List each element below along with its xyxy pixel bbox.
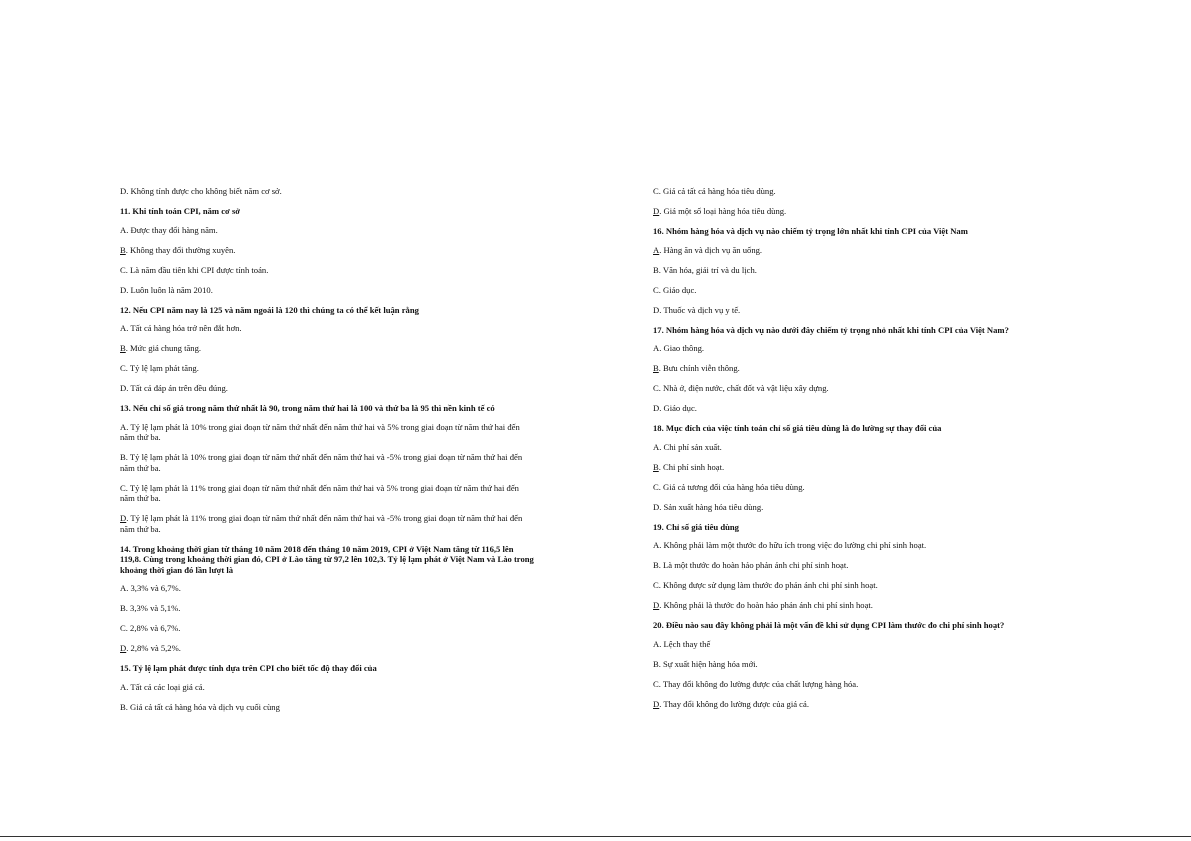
page-bottom-rule — [0, 836, 1191, 837]
answer-option: A. Tỷ lệ lạm phát là 10% trong giai đoạn từ năm thứ nhất đến năm thứ hai và 5% trong giai đoạn từ năm thứ hai đến năm thứ ba. — [120, 421, 520, 442]
answer-letter: D — [120, 643, 127, 653]
answer-text: . Giá một số loại hàng hóa tiêu dùng. — [659, 206, 787, 216]
answer-option: C. Giá cả tương đối của hàng hóa tiêu dùng. — [653, 481, 805, 492]
answer-option: D. Sản xuất hàng hóa tiêu dùng. — [653, 501, 764, 512]
answer-letter: A — [653, 244, 660, 255]
answer-text: . Không phải là thước đo hoàn hảo phản ánh chi phí sinh hoạt. — [659, 600, 873, 610]
question-text: 18. Mục đích của việc tính toán chỉ số giá tiêu dùng là đo lường sự thay đổi của — [653, 423, 942, 433]
question-text: 11. Khi tính toán CPI, năm cơ sở — [120, 206, 241, 216]
correct-answer-option — [653, 363, 1068, 374]
answer-option: C. 2,8% và 6,7%. — [120, 623, 181, 633]
answer-letter: D — [653, 206, 660, 216]
answer-option: B. Tỷ lệ lạm phát là 10% trong giai đoạn từ năm thứ nhất đến năm thứ hai và -5% trong giai đoạn từ năm thứ hai đến năm thứ ba. — [120, 452, 523, 473]
correct-answer-option — [120, 513, 535, 534]
answer-option: B. Sự xuất hiện hàng hóa mới. — [653, 658, 758, 669]
answer-option: D. Giáo dục. — [653, 403, 697, 413]
answer-option: A. Chi phí sản xuất. — [653, 441, 722, 452]
answer-text: . Hàng ăn và dịch vụ ăn uống. — [659, 244, 763, 255]
answer-option: A. Giao thông. — [653, 343, 705, 353]
answer-option: D. Tất cả đáp án trên đều đúng. — [120, 383, 228, 393]
correct-answer-option — [653, 600, 1068, 611]
answer-letter: B — [653, 363, 659, 373]
answer-option: A. Tất cả hàng hóa trở nên đắt hơn. — [120, 323, 242, 333]
correct-answer-option — [120, 343, 535, 354]
answer-option: D. Luôn luôn là năm 2010. — [120, 284, 213, 295]
answer-option: A. Được thay đổi hàng năm. — [120, 224, 218, 235]
answer-option: A. Không phải làm một thước đo hữu ích trong việc đo lường chi phí sinh hoạt. — [653, 540, 927, 550]
answer-option: C. Tỷ lệ lạm phát là 11% trong giai đoạn từ năm thứ nhất đến năm thứ hai và 5% trong giai đoạn từ năm thứ hai đến năm thứ ba. — [120, 482, 519, 503]
answer-letter: D — [653, 698, 660, 709]
answer-letter: B — [120, 343, 126, 353]
answer-option: C. Không được sử dụng làm thước đo phản ánh chi phí sinh hoạt. — [653, 580, 878, 590]
answer-option: C. Là năm đầu tiên khi CPI được tính toán. — [120, 264, 269, 275]
answer-option: B. Là một thước đo hoàn hảo phản ánh chi phí sinh hoạt. — [653, 560, 849, 570]
answer-option: A. Tất cả các loại giá cả. — [120, 681, 205, 692]
question-text: 17. Nhóm hàng hóa và dịch vụ nào dưới đây chiếm tỷ trọng nhỏ nhất khi tính CPI của Việt Nam? — [653, 324, 1009, 335]
answer-letter: B — [653, 461, 659, 472]
answer-option: A. Lệch thay thế — [653, 638, 711, 649]
answer-option: B. 3,3% và 5,1%. — [120, 603, 181, 613]
question-text: 12. Nếu CPI năm nay là 125 và năm ngoái là 120 thì chúng ta có thể kết luận rằng — [120, 304, 419, 315]
question-text: 13. Nếu chỉ số giá trong năm thứ nhất là 90, trong năm thứ hai là 100 và thứ ba là 95 thì nền kinh tế có — [120, 403, 495, 413]
answer-text: . Tỷ lệ lạm phát là 11% trong giai đoạn từ năm thứ nhất đến năm thứ hai và -5% trong giai đoạn từ năm thứ hai đến năm thứ ba. — [120, 513, 523, 534]
answer-option: C. Tỷ lệ lạm phát tăng. — [120, 363, 199, 373]
answer-option: C. Giáo dục. — [653, 284, 697, 295]
correct-answer-option — [653, 462, 1068, 473]
question-text: 15. Tỷ lệ lạm phát được tính dựa trên CPI cho biết tốc độ thay đổi của — [120, 663, 377, 673]
question-text: 19. Chỉ số giá tiêu dùng — [653, 521, 739, 532]
answer-text: . Mức giá chung tăng. — [125, 343, 202, 353]
answer-text: . Bưu chính viễn thông. — [658, 363, 740, 373]
question-text: 16. Nhóm hàng hóa và dịch vụ nào chiếm tỷ trọng lớn nhất khi tính CPI của Việt Nam — [653, 226, 968, 236]
answer-option: B. Văn hóa, giải trí và du lịch. — [653, 264, 757, 275]
left-column — [120, 186, 535, 722]
answer-text: . Không thay đổi thường xuyên. — [125, 244, 236, 255]
answer-option: C. Nhà ở, điện nước, chất đốt và vật liệu xây dựng. — [653, 383, 829, 393]
answer-letter: B — [120, 244, 126, 255]
correct-answer-option — [120, 245, 535, 256]
answer-text: . 2,8% và 5,2%. — [126, 643, 181, 653]
answer-option: B. Giá cả tất cả hàng hóa và dịch vụ cuối cùng — [120, 701, 280, 712]
answer-option: C. Thay đổi không đo lường được của chất lượng hàng hóa. — [653, 678, 859, 689]
answer-option: D. Thuốc và dịch vụ y tế. — [653, 304, 741, 315]
correct-answer-option — [653, 245, 1068, 256]
answer-letter: D — [653, 600, 660, 610]
question-text: 14. Trong khoảng thời gian từ tháng 10 năm 2018 đến tháng 10 năm 2019, CPI ở Việt Nam tăng từ 116,5 lên 119,8. Cùng trong khoảng thời gian đó, CPI ở Lào tăng từ 97,2 lên 102,3. Tỷ lệ lạm phát ở Việt Nam và Lào trong khoảng thời gian đó lần lượt là — [120, 543, 534, 575]
answer-option: D. Không tính được cho không biết năm cơ sở. — [120, 186, 282, 196]
answer-text: . Thay đổi không đo lường được của giá cả. — [659, 698, 809, 709]
answer-option: C. Giá cả tất cả hàng hóa tiêu dùng. — [653, 186, 776, 196]
right-column — [653, 186, 1068, 719]
correct-answer-option — [120, 643, 535, 654]
answer-text: . Chi phí sinh hoạt. — [658, 461, 725, 472]
correct-answer-option — [653, 699, 1068, 710]
answer-option: A. 3,3% và 6,7%. — [120, 583, 181, 593]
question-text: 20. Điều nào sau đây không phải là một vấn đề khi sử dụng CPI làm thước đo chi phí sinh hoạt? — [653, 620, 1005, 630]
correct-answer-option — [653, 206, 1068, 217]
answer-letter: D — [120, 513, 127, 523]
